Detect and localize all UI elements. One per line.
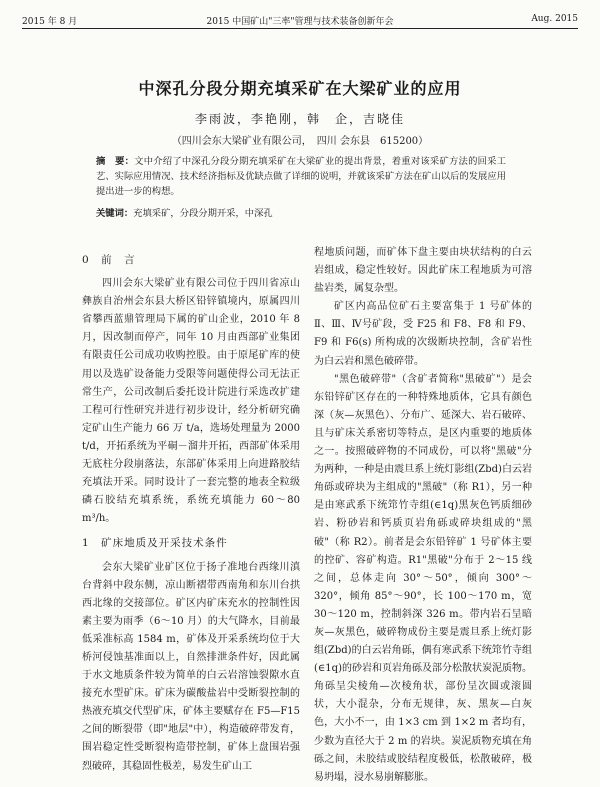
keywords-text: 充填采矿，分段分期开采，中深孔 (133, 208, 273, 219)
keywords-label: 关键词： (96, 208, 134, 219)
running-header (22, 14, 578, 28)
paragraph-geology-cont: 程地质问题，而矿体下盘主要由块状结构的白云岩组成，稳定性较好。因此矿床工程地质为可溶盐岩类，属复杂型。 (314, 247, 532, 295)
header-conference: 2015 中国矿山"三率"管理与技术装备创新年会 (206, 17, 394, 27)
paper-title: 中深孔分段分期充填采矿在大梁矿业的应用 (138, 79, 462, 98)
left-column (82, 251, 300, 776)
paragraph-black-breccia: "黑色破碎带"（含矿者简称"黑破矿"）是会东铅锌矿区存在的一种特殊地质体，它具有颜色深（灰—灰黑色）、分布广、延深大、岩石破碎、且与矿床关系密切等特点，是区内重要的地质体之一。按照破碎物的不同成份，可以将"黑破"分为两种，一种是由震旦系上统灯影组(Zbd)白云岩角砾或碎块为主组成的"黑破"（称 R1），另一种是由寒武系下统筇竹寺组(∈1q)黑灰色钙质细砂岩、粉砂岩和钙质页岩角砾或碎块组成的"黑破"（称 R2）。前者是会东铅锌矿 1 号矿体主要的控矿、容矿构造。R1"黑破"分布于 2～15 线之间，总体走向 30°～50°，倾向 300°～320°，倾角 85°～90°，长 100～170 m，宽 30～120 m，控制斜深 326 m。带内岩石呈暗灰—灰黑色，破碎物成份主要是震旦系上统灯影组(Zbd)的白云岩角砾，偶有寒武系下统筇竹寺组(∈1q)的砂岩和页岩角砾及部分松散状炭泥质物。角砾呈尖棱角—次棱角状，部份呈次圆或滚圆状，大小混杂，分布无规律，灰、黑灰—白灰色，大小不一，由 1×3 cm 到 1×2 m 者均有，少数为直径大于 2 m 的岩块。炭泥质物充填在角砾之间，未胶结或胶结程度极低，松散破碎，极易坍塌，浸水易崩解膨胀。 (314, 373, 532, 783)
paragraph-intro: 四川会东大梁矿业有限公司位于四川省凉山彝族自治州会东县大桥区铅锌镇境内，原属四川省攀西蓝鼎管理局下属的矿山企业，2010 年 8 月，因改制而停产，同年 10 月由西部矿业集团有限责任公司成功收购控股。由于原尾矿库的使用以及选矿设备能力受限等问题使得公司无法正常生产，公司改制后委托设计院进行采选改扩建工程可行性研究并进行初步设计，经分析研究确定矿山生产能力 66 万 t/a，选场处理量为 2000 t/d，开拓系统为平硐－溜井开拓，西部矿体采用无底柱分段崩落法，东部矿体采用上向进路胶结充填法开采。同时设计了一套完整的地表全粒级磷石胶结充填系统，系统充填能力 60～80 m³/h。 (82, 278, 300, 525)
abstract (96, 154, 506, 199)
abstract-label: 摘 要： (96, 156, 135, 167)
paper-authors: 李雨波，李艳刚，韩 企，吉晓佳 (194, 112, 405, 126)
paragraph-geology: 会东大梁矿业矿区位于扬子准地台西缘川滇台背斜中段东侧，凉山断褶带西南角和东川台拱西北缘的交接部位。矿区内矿床充水的控制性因素主要为雨季（6～10 月）的大气降水，目前最低采准标高 1584 m，矿体及开采系统均位于大桥河侵蚀基准面以上，自然排泄条件好，因此属于水文地质条件较为简单的白云岩溶蚀裂隙水直接充水型矿床。矿床为碳酸盐岩中受断裂控制的热液充填交代型矿床，矿体主要赋存在 F5—F15 之间的断裂带（即"地层"中），构造破碎带发育，围岩稳定性受断裂构造带控制，矿体上盘围岩强烈破碎，其稳固性极差，易发生矿山工 (82, 561, 300, 772)
keywords (96, 206, 506, 221)
section-heading-intro: 0 前 言 (82, 254, 136, 266)
paper-affiliation: （四川会东大梁矿业有限公司， 四川 会东县 615200） (171, 136, 429, 147)
header-rule (22, 28, 578, 29)
section-heading-geology: 1 矿床地质及开采技术条件 (82, 537, 228, 550)
right-column (314, 244, 532, 787)
paragraph-ore-body: 矿区内高品位矿石主要富集于 1 号矿体的 Ⅱ、Ⅲ、Ⅳ号矿段，受 F25 和 F8、F8 和 F9、F9 和 F6(s) 所构成的次级断块控制，含矿岩性为白云岩和黑色破碎带。 (314, 301, 532, 367)
abstract-text: 文中介绍了中深孔分段分期充填采矿在大梁矿业的提出背景，着重对该采矿方法的回采工艺、实际应用情况、技术经济指标及优缺点做了详细的说明，并就该采矿方法在矿山以后的发展应用提出进一步的构想。 (96, 156, 506, 197)
header-date: 2015 年 8 月 (22, 17, 78, 27)
header-date-en: Aug. 2015 (531, 14, 578, 24)
